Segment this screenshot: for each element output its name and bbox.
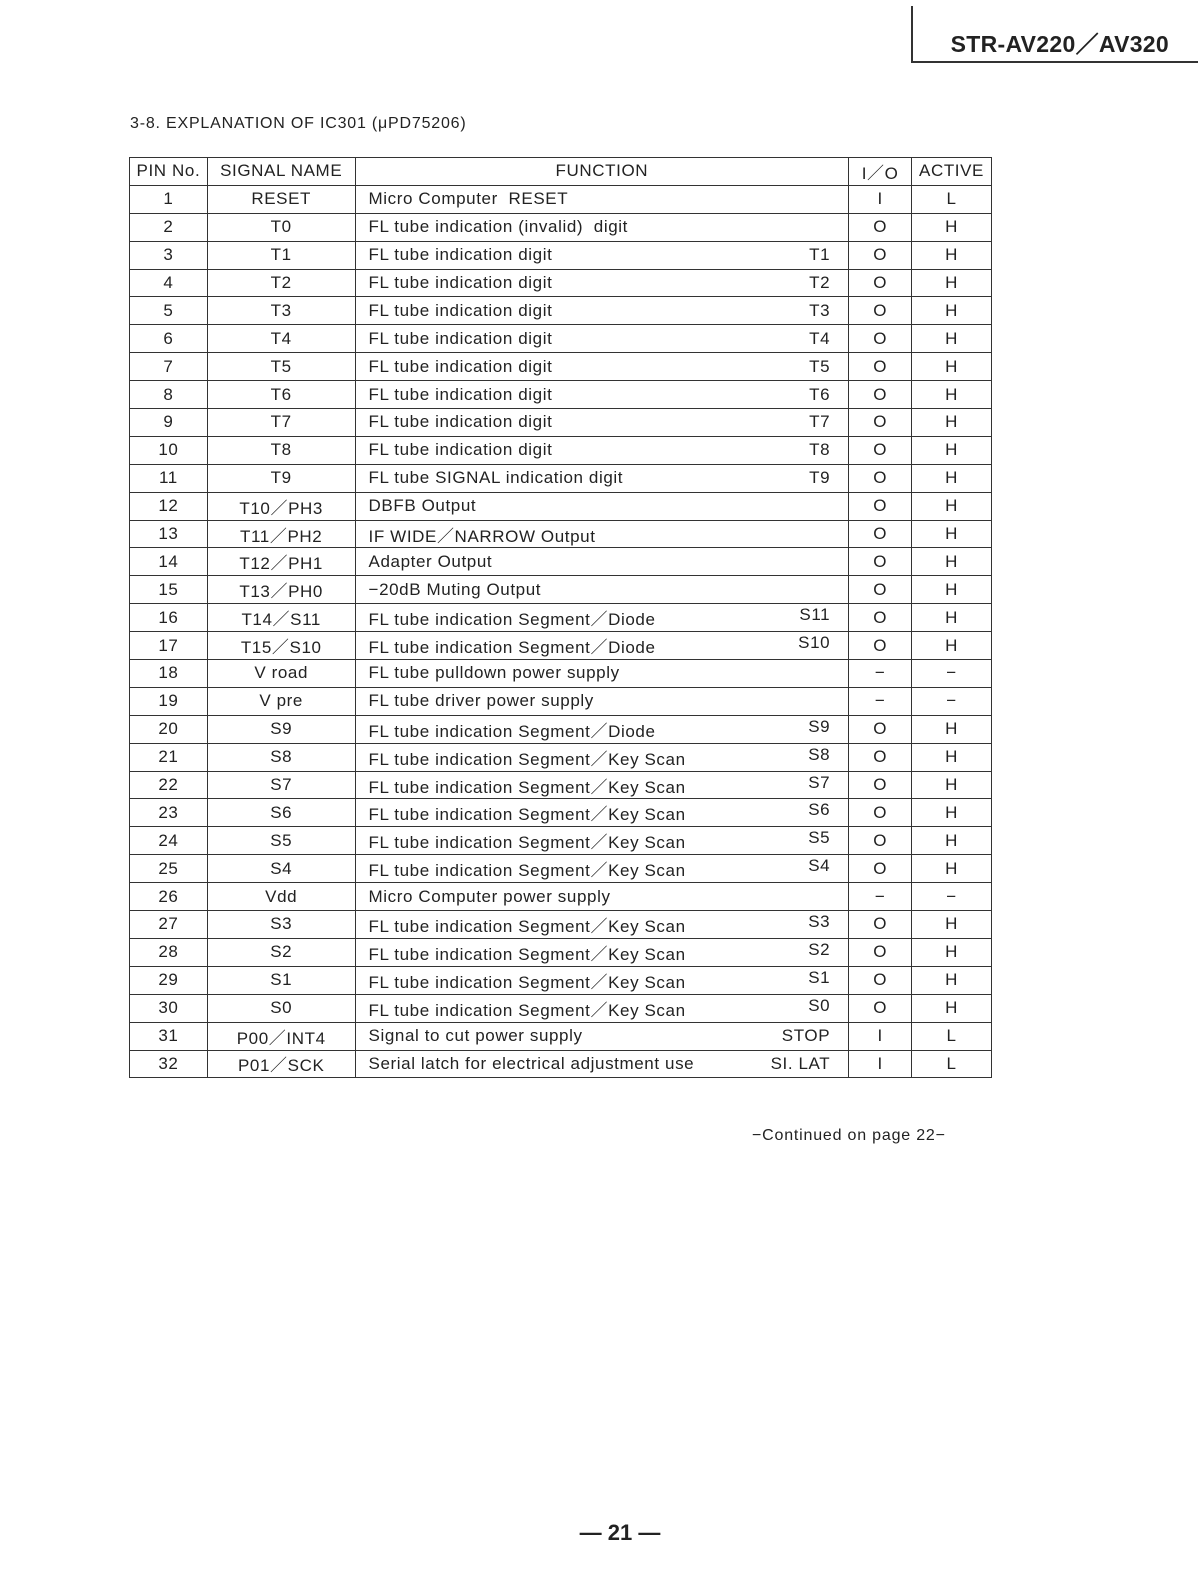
header-function: FUNCTION (355, 158, 849, 186)
signal-cell: T14／S11 (207, 604, 355, 632)
pin-cell: 6 (130, 325, 208, 353)
function-text: FL tube indication Segment／Key Scan (368, 1000, 686, 1020)
function-note: S0 (808, 995, 831, 1015)
function-text: FL tube indication digit (368, 245, 553, 265)
function-text: FL tube indication Segment／Diode (368, 610, 656, 630)
signal-cell: T10／PH3 (207, 492, 355, 520)
model-title: STR-AV220／AV320 (950, 31, 1169, 57)
table-row (130, 241, 992, 269)
signal-cell: S5 (207, 827, 355, 855)
active-cell: H (912, 911, 992, 939)
function-cell (355, 632, 849, 660)
signal-cell: T8 (207, 436, 355, 464)
function-text: FL tube indication Segment／Key Scan (368, 805, 686, 825)
signal-cell: Vdd (207, 883, 355, 911)
function-text: FL tube indication digit (368, 440, 553, 460)
function-cell (355, 799, 849, 827)
io-cell: O (849, 743, 912, 771)
io-cell: O (849, 436, 912, 464)
signal-cell: T7 (207, 409, 355, 437)
io-cell: I (849, 1022, 912, 1050)
table-row (130, 464, 992, 492)
io-cell: O (849, 409, 912, 437)
io-cell: I (849, 1050, 912, 1078)
signal-cell: S1 (207, 966, 355, 994)
function-text: FL tube indication Segment／Key Scan (368, 916, 686, 936)
pin-cell: 28 (130, 938, 208, 966)
page-number: — 21 — (579, 1520, 661, 1545)
io-cell: O (849, 576, 912, 604)
io-cell: O (849, 994, 912, 1022)
active-cell: − (912, 687, 992, 715)
pin-cell: 19 (130, 687, 208, 715)
function-cell (355, 660, 849, 688)
active-cell: H (912, 632, 992, 660)
table-row (130, 492, 992, 520)
io-cell: − (849, 883, 912, 911)
table-row (130, 548, 992, 576)
function-cell (355, 269, 849, 297)
function-cell (355, 297, 849, 325)
function-note: STOP (781, 1026, 831, 1046)
function-cell (355, 966, 849, 994)
function-text: Serial latch for electrical adjustment use (368, 1053, 695, 1073)
pin-cell: 13 (130, 520, 208, 548)
active-cell: H (912, 353, 992, 381)
function-text: Micro Computer RESET (368, 189, 569, 209)
signal-cell: T1 (207, 241, 355, 269)
active-cell: H (912, 938, 992, 966)
signal-cell: S4 (207, 855, 355, 883)
io-cell: O (849, 269, 912, 297)
io-cell: O (849, 771, 912, 799)
pin-cell: 22 (130, 771, 208, 799)
function-note: S3 (808, 911, 831, 931)
function-note: S4 (808, 856, 831, 876)
table-row (130, 799, 992, 827)
io-cell: O (849, 827, 912, 855)
io-cell: O (849, 799, 912, 827)
function-text: Signal to cut power supply (368, 1026, 583, 1046)
active-cell: H (912, 604, 992, 632)
function-text: FL tube indication Segment／Key Scan (368, 861, 686, 881)
active-cell: L (912, 185, 992, 213)
io-cell: O (849, 492, 912, 520)
active-cell: H (912, 492, 992, 520)
function-note: S9 (808, 716, 831, 736)
active-cell: H (912, 213, 992, 241)
pin-cell: 1 (130, 185, 208, 213)
table-row (130, 353, 992, 381)
pin-cell: 2 (130, 213, 208, 241)
signal-cell: T5 (207, 353, 355, 381)
io-cell: O (849, 520, 912, 548)
signal-cell: P01／SCK (207, 1050, 355, 1078)
io-cell: O (849, 325, 912, 353)
signal-cell: T0 (207, 213, 355, 241)
function-note: S1 (808, 967, 831, 987)
pin-cell: 10 (130, 436, 208, 464)
io-cell: O (849, 715, 912, 743)
function-note: T6 (809, 384, 831, 404)
signal-cell: S8 (207, 743, 355, 771)
io-cell: O (849, 297, 912, 325)
table-row (130, 687, 992, 715)
io-cell: I (849, 185, 912, 213)
table-row (130, 436, 992, 464)
table-row (130, 604, 992, 632)
model-header-box (911, 6, 1198, 63)
function-cell (355, 520, 849, 548)
header-signal: SIGNAL NAME (207, 158, 355, 186)
signal-cell: V road (207, 660, 355, 688)
table-row (130, 911, 992, 939)
active-cell: L (912, 1050, 992, 1078)
pin-cell: 21 (130, 743, 208, 771)
function-cell (355, 827, 849, 855)
pin-cell: 31 (130, 1022, 208, 1050)
function-note: T7 (809, 412, 831, 432)
function-note: T3 (809, 300, 831, 320)
function-text: FL tube indication digit (368, 412, 553, 432)
pin-cell: 17 (130, 632, 208, 660)
pin-cell: 32 (130, 1050, 208, 1078)
active-cell: L (912, 1022, 992, 1050)
active-cell: − (912, 660, 992, 688)
active-cell: H (912, 715, 992, 743)
signal-cell: RESET (207, 185, 355, 213)
function-cell (355, 241, 849, 269)
table-row (130, 409, 992, 437)
function-text: Micro Computer power supply (368, 886, 611, 906)
active-cell: H (912, 297, 992, 325)
function-text: FL tube indication digit (368, 384, 553, 404)
io-cell: O (849, 604, 912, 632)
function-note: S7 (808, 772, 831, 792)
signal-cell: T9 (207, 464, 355, 492)
active-cell: H (912, 548, 992, 576)
pin-cell: 7 (130, 353, 208, 381)
active-cell: H (912, 381, 992, 409)
table-row (130, 743, 992, 771)
table-row (130, 213, 992, 241)
function-cell (355, 911, 849, 939)
pin-cell: 16 (130, 604, 208, 632)
active-cell: H (912, 520, 992, 548)
function-text: FL tube pulldown power supply (368, 663, 620, 683)
function-text: FL tube SIGNAL indication digit (368, 468, 624, 488)
pin-function-table (129, 157, 992, 1078)
pin-cell: 29 (130, 966, 208, 994)
pin-cell: 11 (130, 464, 208, 492)
function-note: S5 (808, 828, 831, 848)
io-cell: O (849, 966, 912, 994)
pin-cell: 14 (130, 548, 208, 576)
header-pin: PIN No. (130, 158, 208, 186)
function-text: FL tube driver power supply (368, 691, 594, 711)
pin-cell: 9 (130, 409, 208, 437)
pin-cell: 8 (130, 381, 208, 409)
function-text: FL tube indication Segment／Diode (368, 638, 656, 658)
table-row (130, 325, 992, 353)
function-note: T2 (809, 273, 831, 292)
table-row (130, 1022, 992, 1050)
io-cell: − (849, 660, 912, 688)
function-cell (355, 436, 849, 464)
function-text: FL tube indication Segment／Key Scan (368, 777, 686, 797)
pin-cell: 27 (130, 911, 208, 939)
function-note: S8 (808, 744, 831, 764)
function-text: FL tube indication Segment／Key Scan (368, 833, 686, 853)
active-cell: H (912, 855, 992, 883)
function-note: T1 (809, 245, 831, 265)
function-note: T4 (809, 328, 831, 348)
pin-cell: 26 (130, 883, 208, 911)
function-text: FL tube indication digit (368, 300, 553, 320)
io-cell: O (849, 213, 912, 241)
function-text: IF WIDE／NARROW Output (368, 526, 596, 546)
pin-cell: 15 (130, 576, 208, 604)
io-cell: O (849, 938, 912, 966)
function-text: −20dB Muting Output (368, 579, 542, 599)
signal-cell: T12／PH1 (207, 548, 355, 576)
io-cell: O (849, 548, 912, 576)
function-cell (355, 576, 849, 604)
table-row (130, 771, 992, 799)
pin-cell: 24 (130, 827, 208, 855)
function-text: FL tube indication digit (368, 328, 553, 348)
signal-cell: P00／INT4 (207, 1022, 355, 1050)
function-note: S6 (808, 800, 831, 820)
table-row (130, 297, 992, 325)
function-note: SI. LAT (770, 1053, 831, 1073)
function-cell (355, 1022, 849, 1050)
signal-cell: S6 (207, 799, 355, 827)
table-row (130, 632, 992, 660)
table-row (130, 966, 992, 994)
signal-cell: T13／PH0 (207, 576, 355, 604)
active-cell: − (912, 883, 992, 911)
signal-cell: S2 (207, 938, 355, 966)
function-text: FL tube indication (invalid) digit (368, 217, 628, 237)
function-cell (355, 185, 849, 213)
table-row (130, 660, 992, 688)
table-row (130, 938, 992, 966)
active-cell: H (912, 576, 992, 604)
table-row (130, 883, 992, 911)
function-note: S10 (798, 633, 831, 653)
active-cell: H (912, 799, 992, 827)
io-cell: O (849, 241, 912, 269)
function-cell (355, 604, 849, 632)
table-row (130, 269, 992, 297)
pin-cell: 5 (130, 297, 208, 325)
io-cell: O (849, 464, 912, 492)
function-cell (355, 492, 849, 520)
function-cell (355, 687, 849, 715)
function-text: FL tube indication digit (368, 273, 553, 292)
table-row (130, 715, 992, 743)
active-cell: H (912, 269, 992, 297)
function-note: T9 (809, 468, 831, 488)
table-row (130, 381, 992, 409)
function-text: FL tube indication digit (368, 356, 553, 376)
function-note: T5 (809, 356, 831, 376)
io-cell: O (849, 855, 912, 883)
function-text: FL tube indication Segment／Key Scan (368, 749, 686, 769)
active-cell: H (912, 994, 992, 1022)
function-cell (355, 743, 849, 771)
io-cell: O (849, 911, 912, 939)
active-cell: H (912, 966, 992, 994)
active-cell: H (912, 771, 992, 799)
table-row (130, 855, 992, 883)
active-cell: H (912, 827, 992, 855)
function-cell (355, 464, 849, 492)
function-cell (355, 548, 849, 576)
signal-cell: T11／PH2 (207, 520, 355, 548)
table-body (130, 185, 992, 1078)
signal-cell: S7 (207, 771, 355, 799)
table-row (130, 576, 992, 604)
continued-note: −Continued on page 22− (752, 1127, 946, 1144)
table-header-row (130, 158, 992, 186)
function-cell (355, 213, 849, 241)
signal-cell: T15／S10 (207, 632, 355, 660)
function-note: S2 (808, 939, 831, 959)
function-text: Adapter Output (368, 551, 493, 571)
active-cell: H (912, 241, 992, 269)
io-cell: O (849, 632, 912, 660)
io-cell: O (849, 353, 912, 381)
function-text: FL tube indication Segment／Diode (368, 721, 656, 741)
function-cell (355, 409, 849, 437)
table-row (130, 185, 992, 213)
function-cell (355, 381, 849, 409)
function-text: FL tube indication Segment／Key Scan (368, 972, 686, 992)
function-cell (355, 715, 849, 743)
function-cell (355, 771, 849, 799)
function-cell (355, 1050, 849, 1078)
function-note: S11 (799, 605, 831, 625)
active-cell: H (912, 325, 992, 353)
function-cell (355, 855, 849, 883)
function-cell (355, 994, 849, 1022)
signal-cell: T4 (207, 325, 355, 353)
signal-cell: S3 (207, 911, 355, 939)
pin-cell: 23 (130, 799, 208, 827)
function-text: DBFB Output (368, 496, 477, 516)
function-cell (355, 938, 849, 966)
pin-cell: 4 (130, 269, 208, 297)
function-cell (355, 353, 849, 381)
function-cell (355, 325, 849, 353)
pin-cell: 20 (130, 715, 208, 743)
header-active: ACTIVE (912, 158, 992, 186)
signal-cell: V pre (207, 687, 355, 715)
table-row (130, 520, 992, 548)
active-cell: H (912, 409, 992, 437)
signal-cell: T3 (207, 297, 355, 325)
active-cell: H (912, 464, 992, 492)
signal-cell: T2 (207, 269, 355, 297)
pin-cell: 18 (130, 660, 208, 688)
signal-cell: S9 (207, 715, 355, 743)
table-row (130, 827, 992, 855)
section-title: 3-8. EXPLANATION OF IC301 (μPD75206) (130, 115, 467, 132)
pin-cell: 30 (130, 994, 208, 1022)
signal-cell: S0 (207, 994, 355, 1022)
header-io: I／O (849, 158, 912, 186)
function-cell (355, 883, 849, 911)
active-cell: H (912, 436, 992, 464)
active-cell: H (912, 743, 992, 771)
function-text: FL tube indication Segment／Key Scan (368, 944, 686, 964)
signal-cell: T6 (207, 381, 355, 409)
table-row (130, 1050, 992, 1078)
pin-cell: 25 (130, 855, 208, 883)
io-cell: − (849, 687, 912, 715)
function-note: T8 (809, 440, 831, 460)
pin-cell: 12 (130, 492, 208, 520)
io-cell: O (849, 381, 912, 409)
table-row (130, 994, 992, 1022)
pin-cell: 3 (130, 241, 208, 269)
